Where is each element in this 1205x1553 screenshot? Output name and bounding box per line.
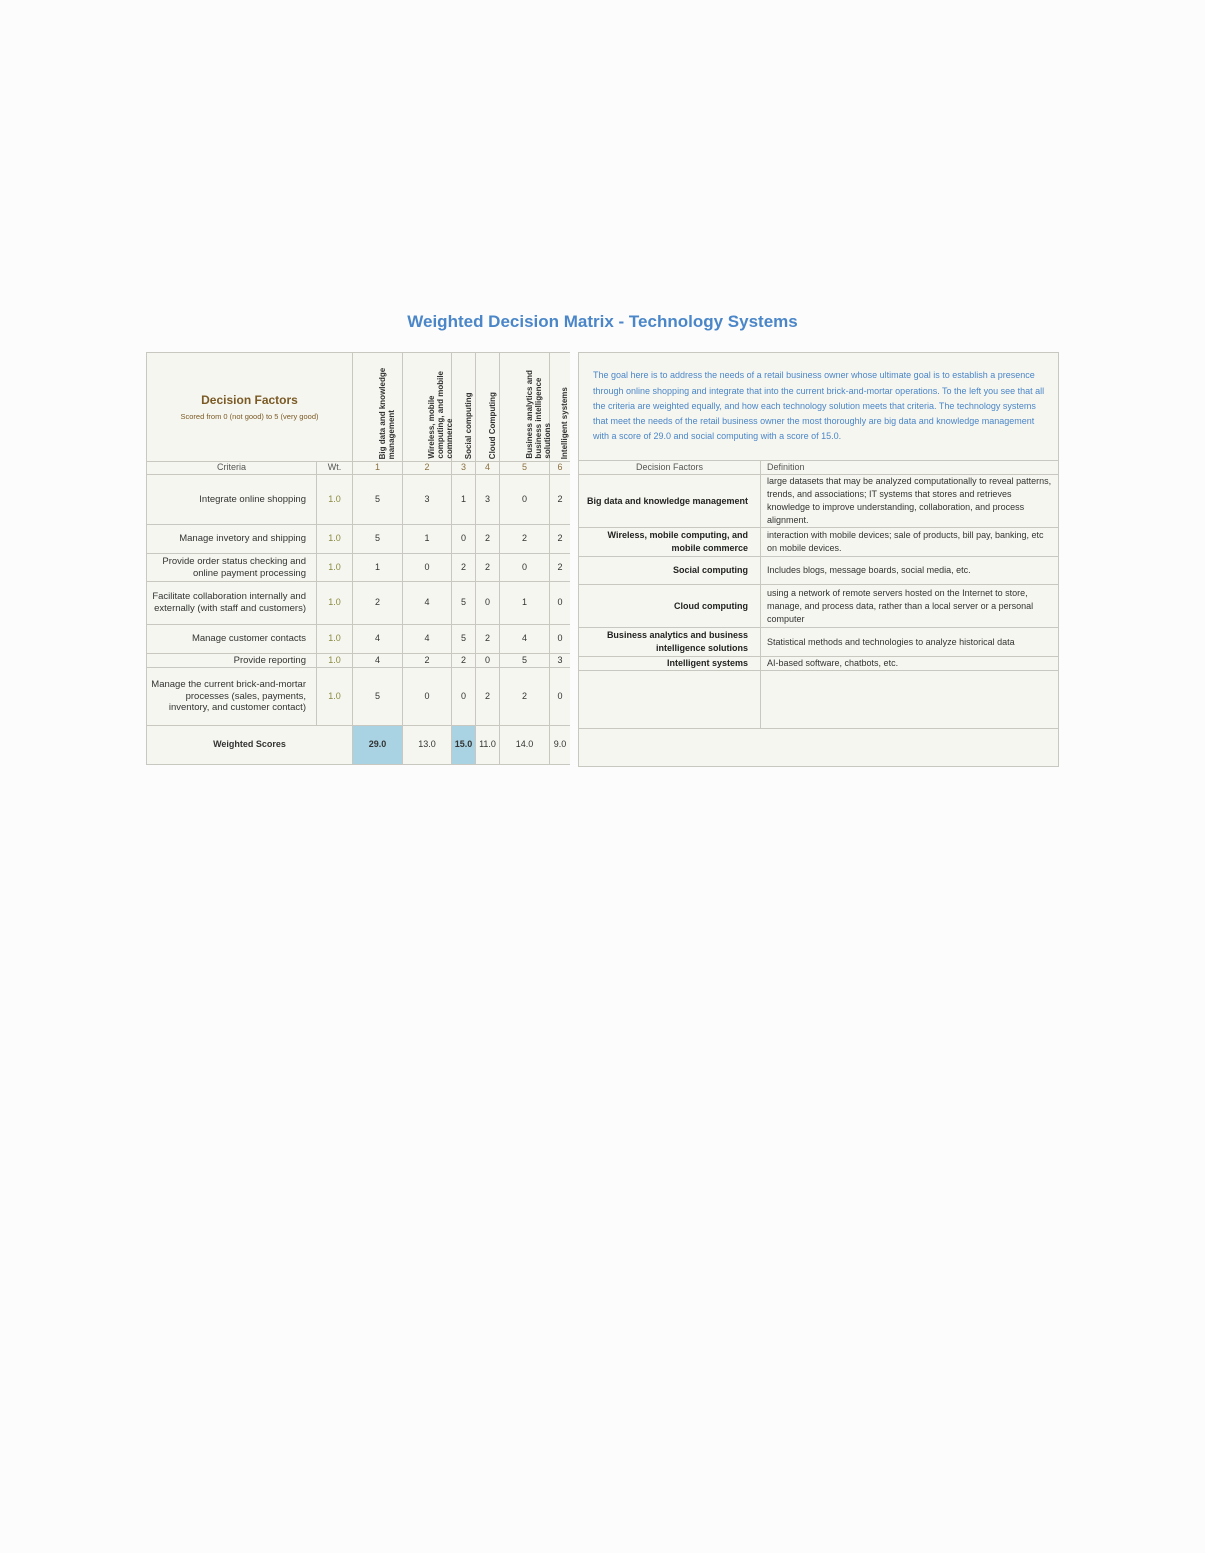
weight-header: Wt. — [317, 462, 353, 475]
table-row — [147, 625, 571, 654]
column-number: 6 — [550, 462, 571, 475]
weighted-scores-label: Weighted Scores — [147, 726, 353, 765]
score-cell: 5 — [452, 582, 476, 625]
score-cell: 0 — [452, 668, 476, 726]
definition-row — [579, 585, 1059, 628]
empty-cell — [579, 671, 761, 729]
weight: 1.0 — [317, 625, 353, 654]
score-cell: 2 — [550, 554, 571, 582]
weight: 1.0 — [317, 554, 353, 582]
criterion: Facilitate collaboration internally and externally (with staff and customers) — [147, 582, 317, 625]
factor-term: Intelligent systems — [579, 657, 761, 671]
weight: 1.0 — [317, 475, 353, 525]
definition-row — [579, 528, 1059, 557]
factors-title: Decision Factors — [201, 392, 298, 407]
weighted-score: 9.0 — [550, 726, 571, 765]
empty-cell — [579, 729, 1059, 767]
table-row — [147, 475, 571, 525]
factor-definition: using a network of remote servers hosted on the Internet to store, manage, and process data, rather than a local server or a personal computer — [761, 585, 1059, 628]
score-cell: 2 — [353, 582, 403, 625]
factor-definition: Includes blogs, message boards, social media, etc. — [761, 557, 1059, 585]
definition-col-header: Definition — [761, 461, 1059, 475]
score-cell: 2 — [403, 654, 452, 668]
column-number: 2 — [403, 462, 452, 475]
column-header: Intelligent systems — [550, 353, 571, 462]
score-cell: 2 — [550, 475, 571, 525]
criterion: Integrate online shopping — [147, 475, 317, 525]
score-cell: 1 — [353, 554, 403, 582]
column-number: 4 — [476, 462, 500, 475]
score-cell: 3 — [476, 475, 500, 525]
criterion: Manage the current brick-and-mortar processes (sales, payments, inventory, and customer contact) — [147, 668, 317, 726]
decision-factors-header — [147, 353, 353, 462]
score-cell: 2 — [476, 525, 500, 554]
criterion: Provide order status checking and online payment processing — [147, 554, 317, 582]
score-cell: 1 — [452, 475, 476, 525]
decision-matrix — [146, 352, 571, 765]
definition-row — [579, 557, 1059, 585]
empty-row — [579, 729, 1059, 767]
score-cell: 4 — [403, 625, 452, 654]
definition-row — [579, 628, 1059, 657]
weight: 1.0 — [317, 654, 353, 668]
score-cell: 5 — [353, 668, 403, 726]
weighted-score: 15.0 — [452, 726, 476, 765]
score-cell: 0 — [550, 625, 571, 654]
weighted-scores-row — [147, 726, 571, 765]
weighted-score: 29.0 — [353, 726, 403, 765]
page-title: Weighted Decision Matrix - Technology Systems — [407, 312, 798, 331]
empty-cell — [761, 671, 1059, 729]
column-header: Cloud Computing — [476, 353, 500, 462]
score-cell: 4 — [353, 654, 403, 668]
score-cell: 5 — [452, 625, 476, 654]
factor-definition: large datasets that may be analyzed computationally to reveal patterns, trends, and associations; IT systems that stores and retrieves knowledge to improve understanding, collaboration, and process alignment. — [761, 475, 1059, 528]
score-cell: 2 — [500, 668, 550, 726]
score-cell: 2 — [476, 668, 500, 726]
score-cell: 4 — [403, 582, 452, 625]
score-cell: 2 — [452, 554, 476, 582]
factor-term: Business analytics and business intelligence solutions — [579, 628, 761, 657]
score-cell: 0 — [452, 525, 476, 554]
weight: 1.0 — [317, 582, 353, 625]
score-cell: 5 — [500, 654, 550, 668]
score-cell: 4 — [353, 625, 403, 654]
goal-summary: The goal here is to address the needs of a retail business owner whose ultimate goal is to establish a presence through online shopping and integrate that into the current brick-and-mortar operations. To the left you see that all the criteria are weighted equally, and how each technology solution meets that criteria. The technology systems that meet the needs of the retail business owner the most thoroughly are big data and knowledge management with a score of 29.0 and social computing with a score of 15.0. — [579, 353, 1059, 461]
factor-definition: AI-based software, chatbots, etc. — [761, 657, 1059, 671]
column-number: 5 — [500, 462, 550, 475]
score-cell: 5 — [353, 525, 403, 554]
decision-factors-col-header: Decision Factors — [579, 461, 761, 475]
table-row — [147, 654, 571, 668]
table-row — [147, 582, 571, 625]
score-cell: 0 — [476, 654, 500, 668]
column-number: 1 — [353, 462, 403, 475]
definition-row — [579, 475, 1059, 528]
factor-term: Cloud computing — [579, 585, 761, 628]
weighted-score: 11.0 — [476, 726, 500, 765]
score-cell: 0 — [403, 554, 452, 582]
score-cell: 4 — [500, 625, 550, 654]
column-number: 3 — [452, 462, 476, 475]
score-cell: 0 — [403, 668, 452, 726]
weighted-score: 14.0 — [500, 726, 550, 765]
table-gap — [570, 352, 578, 766]
score-cell: 5 — [353, 475, 403, 525]
factor-definition: interaction with mobile devices; sale of products, bill pay, banking, etc on mobile devices. — [761, 528, 1059, 557]
column-header: Wireless, mobile computing, and mobile commerce — [403, 353, 452, 462]
table-row — [147, 554, 571, 582]
score-cell: 3 — [550, 654, 571, 668]
score-cell: 0 — [476, 582, 500, 625]
score-cell: 0 — [500, 554, 550, 582]
criterion: Manage invetory and shipping — [147, 525, 317, 554]
score-cell: 2 — [476, 625, 500, 654]
definitions-table — [578, 352, 1059, 767]
definition-row — [579, 657, 1059, 671]
column-header: Social computing — [452, 353, 476, 462]
weight: 1.0 — [317, 525, 353, 554]
score-cell: 2 — [452, 654, 476, 668]
score-cell: 2 — [550, 525, 571, 554]
score-cell: 0 — [550, 582, 571, 625]
weight: 1.0 — [317, 668, 353, 726]
factor-term: Wireless, mobile computing, and mobile commerce — [579, 528, 761, 557]
factors-subtitle: Scored from 0 (not good) to 5 (very good) — [180, 411, 319, 421]
score-cell: 3 — [403, 475, 452, 525]
factor-definition: Statistical methods and technologies to analyze historical data — [761, 628, 1059, 657]
score-cell: 2 — [500, 525, 550, 554]
weighted-score: 13.0 — [403, 726, 452, 765]
factor-term: Social computing — [579, 557, 761, 585]
criterion: Provide reporting — [147, 654, 317, 668]
score-cell: 0 — [500, 475, 550, 525]
score-cell: 1 — [403, 525, 452, 554]
criteria-header: Criteria — [147, 462, 317, 475]
empty-row — [579, 671, 1059, 729]
score-cell: 2 — [476, 554, 500, 582]
factor-term: Big data and knowledge management — [579, 475, 761, 528]
score-cell: 0 — [550, 668, 571, 726]
score-cell: 1 — [500, 582, 550, 625]
criterion: Manage customer contacts — [147, 625, 317, 654]
table-row — [147, 525, 571, 554]
table-row — [147, 668, 571, 726]
column-header: Business analytics and business intelligence solutions — [500, 353, 550, 462]
column-header: Big data and knowledge management — [353, 353, 403, 462]
